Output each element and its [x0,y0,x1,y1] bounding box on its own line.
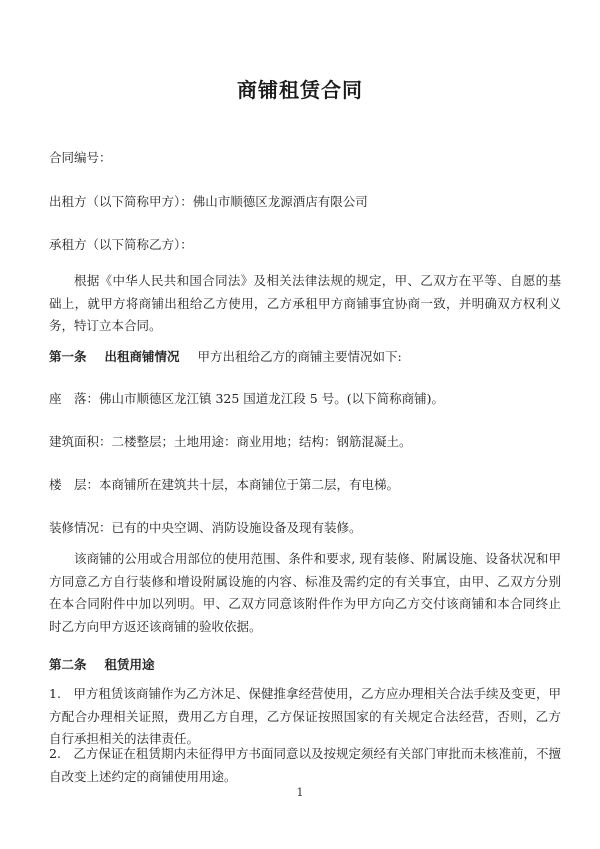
document-title: 商铺租赁合同 [237,78,363,102]
lessee-line: 承租方（以下简称乙方）： [49,237,193,252]
building-area: 建筑面积：二楼整层；土地用途：商业用地；结构：钢筋混凝土。 [49,434,412,449]
article-2-title: 租赁用途 [104,657,155,672]
article-1-number: 第一条 [49,349,87,364]
premises-location: 座 落：佛山市顺德区龙江镇 325 国道龙江段 5 号。(以下简称商铺)。 [49,391,444,406]
article-2-item-2: 2. 乙方保证在租赁期内未征得甲方书面同意以及按规定须经有关部门审批而未核准前，不擅自改变上述约定的商铺使用用途。 [49,746,561,784]
preamble-paragraph: 根据《中华人民共和国合同法》及相关法律法规的规定，甲、乙双方在平等、自愿的基础上，就甲方将商铺出租给乙方使用，乙方承租甲方商铺事宜协商一致，并明确双方权利义务，特订立本合同。 [49,273,561,333]
article-1-title: 出租商铺情况 [104,349,180,364]
article-1-intro: 甲方出租给乙方的商铺主要情况如下: [197,349,402,364]
contract-number-field: 合同编号： [49,150,112,165]
article-1-heading [49,348,559,366]
page-number: 1 [296,786,304,799]
article-2-number: 第二条 [49,657,87,672]
common-areas-paragraph: 该商铺的公用或合用部位的使用范围、条件和要求, 现有装修、附属设施、设备状况和甲方同意乙方自行装修和增设附属设施的内容、标准及需约定的有关事宜，由甲、乙双方分别在本合同附件中加以列明。甲、乙双方同意该附件作为甲方向乙方交付该商铺和本合同终止时乙方向甲方返还该商铺的验收依据。 [49,551,561,634]
floor-info: 楼 层：本商铺所在建筑共十层，本商铺位于第二层，有电梯。 [49,477,400,492]
article-2-item-1: 1. 甲方租赁该商铺作为乙方沐足、保健推拿经营使用，乙方应办理相关合法手续及变更，甲方配合办理相关证照，费用乙方自理，乙方保证按照国家的有关规定合法经营，否则，乙方自行承担相关的法律责任。 [49,686,561,746]
lessor-line: 出租方（以下简称甲方）：佛山市顺德区龙源酒店有限公司 [49,194,368,209]
decoration-info: 装修情况：已有的中央空调、消防设施设备及现有装修。 [49,520,362,535]
article-2-heading [49,656,559,674]
